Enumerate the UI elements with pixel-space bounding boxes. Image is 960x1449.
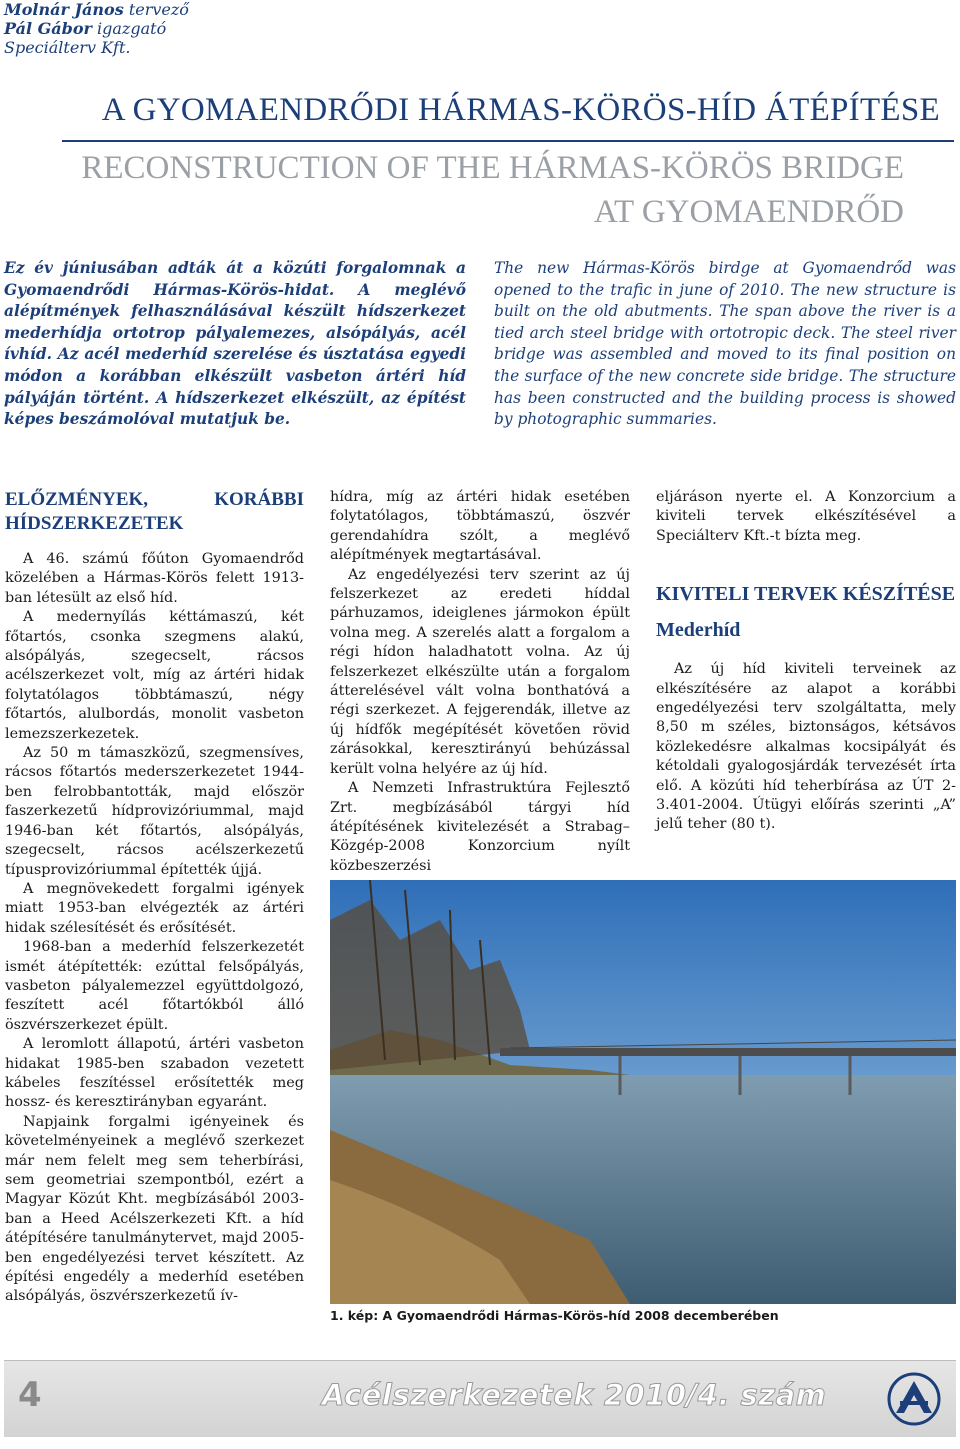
title-divider	[62, 140, 954, 142]
author-company: Speciálterv Kft.	[4, 38, 131, 57]
subheading-river-bridge: Mederhíd	[656, 619, 741, 642]
lead-english: The new Hármas-Körös birdge at Gyomaendrőd was opened to the trafic in june of 2010. The new structure is built on the old abutments. The span above the river is a tied arch steel bridge with ortotropic deck. The steel river bridge was assembled and moved to its final position on the surface of the new concrete side bridge. The structure has been constructed and the building process is showed by photographic summaries.	[494, 259, 956, 429]
page-footer	[4, 1360, 956, 1437]
column-3	[656, 488, 956, 835]
photo-caption: 1. kép: A Gyomaendrődi Hármas-Körös-híd 2008 decemberében	[330, 1308, 779, 1323]
paragraph: Az 50 m támaszközű, szegmensíves, rácsos főtartós mederszerkezetet 1944-ben felrobbantották, majd először faszerkezetű hídprovizóriummal, majd 1946-ban két főtartós, alsópályás, szegecselt, rácsos acélszerkezetű típusprovizóriummal építették újjá.	[5, 745, 304, 878]
lead-hungarian: Ez év júniusában adták át a közúti forgalomnak a Gyomaendrődi Hármas-Körös-hidat. A meglévő alépítmények felhasználásával készült hídszerkezet mederhídja ortotrop pályalemezes, alsópályás, acél ívhíd. Az acél mederhíd szerelése és úsztatása egyedi módon a korábban elkészült vasbeton ártéri híd pályáján történt. A hídszerkezet elkészült, az építést képes beszámolóval mutatjuk be.	[4, 259, 466, 429]
page-number: 4	[18, 1375, 42, 1415]
paragraph: A medernyílás kéttámaszú, két főtartós, csonka szegmens alakú, alsópályás, szegecselt, rácsos acélszerkezet volt, míg az ártéri hidak folytatólagos többtámaszú, négy főtartós, alulbordás, monolit vasbeton lemezszerkezetek.	[5, 609, 304, 742]
section-heading-design: KIVITELI TERVEK KÉSZÍTÉSE	[656, 583, 956, 606]
bridge-photo-illustration	[330, 880, 956, 1304]
paragraph: A leromlott állapotú, ártéri vasbeton hidakat 1985-ben szabadon vezetett kábeles feszítéssel erősítették meg hossz- és keresztirányban egyaránt.	[5, 1036, 304, 1111]
title-hungarian: A GYOMAENDRŐDI HÁRMAS-KÖRÖS-HÍD ÁTÉPÍTÉSE	[101, 92, 940, 128]
column-1	[5, 488, 304, 1307]
author-2: Pál Gábor igazgató	[4, 19, 167, 38]
bridge-photo	[330, 880, 956, 1304]
paragraph: Az új híd kiviteli terveinek az elkészítésére az alapot a korábbi engedélyezési terv szolgáltatta, mely 8,50 m széles, biztonságos, kétsávos közlekedésre alkalmas kocsipályát és kétoldali gyalogosjárdák tervezését írta elő. A közúti híd teherbírása az ÚT 2-3.401-2004. Útügyi előírás szerinti „A” jelű teher (80 t).	[656, 661, 956, 833]
paragraph: Napjaink forgalmi igényeinek és követelményeinek a meglévő szerkezet már nem felelt meg sem teherbírási, sem geometriai szempontból, ezért a Magyar Közút Kht. megbízásából 2003-ban a Heed Acélszerkezeti Kft. a híd átépítésére tanulmánytervet, majd 2005-ben engedélyezési tervet készített. Az építési engedély a mederhíd esetében alsópályás, öszvérszerkezetű ív-	[5, 1113, 304, 1305]
paragraph: A megnövekedett forgalmi igények miatt 1953-ban elvégezték az ártéri hidak szélesítését és erősítését.	[5, 880, 304, 936]
section-heading-history: ELŐZMÉNYEK, KORÁBBI HÍDSZERKEZETEK	[5, 489, 304, 534]
paragraph: Az engedélyezési terv szerint az új felszerkezet az eredeti híddal párhuzamos, ideiglenes jármokon épült volna meg. A szerelés alatt a forgalom a régi hídon haladhatott volna. Az új felszerkezet elkészülte után a forgalom átterelésével vált volna bonthatóvá a régi szerkezet. A fejgerendák, illetve az új hídfők megépítését követően rövid zárásokkal, keresztirányú behúzással került volna helyére az új híd.	[330, 566, 630, 777]
paragraph: A Nemzeti Infrastruktúra Fejlesztő Zrt. megbízásából tárgyi híd átépítésének kivitelezését a Strabag–Közgép-2008 Konzorcium nyílt közbeszerzési	[330, 780, 630, 874]
publisher-logo-icon	[886, 1371, 942, 1427]
author-block	[4, 0, 189, 57]
paragraph: hídra, míg az ártéri hidak esetében folytatólagos, többtámaszú, öszvér gerendahídra szólt, a meglévő alépítmények megtartásával.	[330, 489, 630, 564]
author-1: Molnár János tervező	[4, 0, 189, 19]
paragraph: eljáráson nyerte el. A Konzorcium a kiviteli tervek elkészítésével a Speciálterv Kft.-t bízta meg.	[656, 489, 956, 544]
paragraph: A 46. számú főúton Gyomaendrőd közelében a Hármas-Körös felett 1913-ban létesült az első híd.	[5, 551, 304, 606]
column-2	[330, 488, 630, 876]
title-english	[40, 146, 904, 234]
journal-title: Acélszerkezetek 2010/4. szám	[322, 1378, 827, 1412]
title-english-line2: AT GYOMAENDRŐD	[593, 194, 904, 230]
title-english-line1: RECONSTRUCTION OF THE HÁRMAS-KÖRÖS BRIDGE	[81, 150, 904, 186]
paragraph: 1968-ban a mederhíd felszerkezetét ismét átépítették: ezúttal felsőpályás, vasbeton pályalemezzel együttdolgozó, feszített acél főtartókból álló öszvérszerkezet épült.	[5, 939, 304, 1033]
